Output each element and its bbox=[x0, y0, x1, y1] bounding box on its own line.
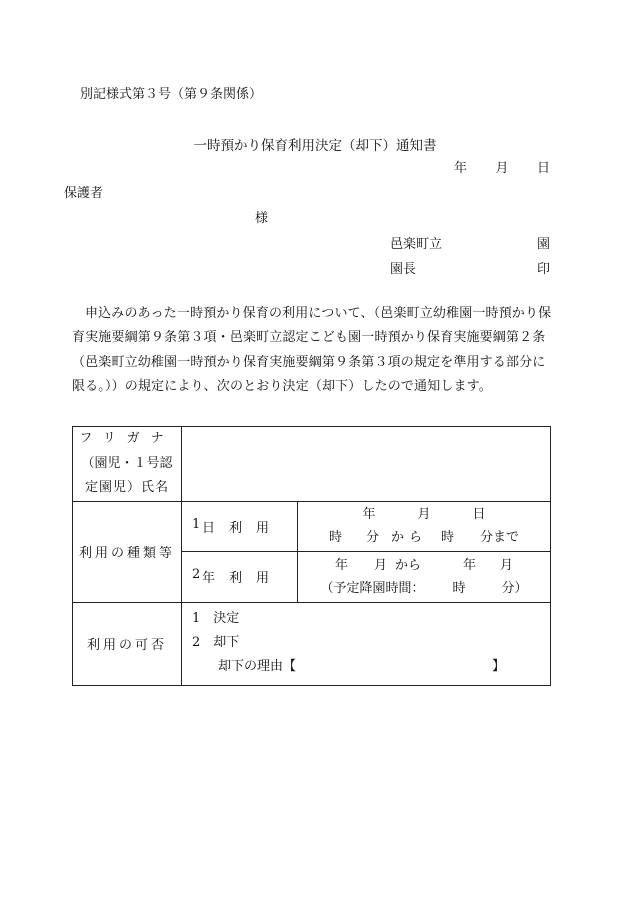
rejection-reason-label: 却下の理由【 bbox=[218, 658, 297, 674]
notice-paragraph: 申込みのあった一時預かり保育の利用について、（邑楽町立幼稚園一時預かり保育実施要綱第９条第３項・邑楽町立認定こども園一時預かり保育実施要綱第２条（邑楽町立幼稚園一時預かり保育実施要綱第９条第３項の規定を準用する部分に限る。））の規定により、次のとおり決定（却下）したので通知します。 bbox=[72, 306, 552, 394]
monthly-end-month: 月 bbox=[500, 557, 514, 573]
issue-date bbox=[454, 157, 550, 176]
monthly-usage-detail[interactable] bbox=[298, 551, 551, 602]
daily-usage-detail[interactable] bbox=[298, 501, 551, 551]
child-name-label bbox=[73, 427, 182, 502]
monthly-start-month: 月 bbox=[373, 557, 387, 573]
daily-number: 1 bbox=[192, 516, 201, 532]
school-suffix: 園 bbox=[536, 237, 550, 252]
issuer-principal bbox=[390, 258, 550, 277]
pickup-minute: 分） bbox=[501, 580, 528, 596]
usage-type-label: 利用の種類等 bbox=[73, 501, 182, 602]
monthly-end-year: 年 bbox=[463, 557, 477, 573]
notice-form-table bbox=[72, 426, 551, 686]
principal-label: 園長 bbox=[390, 262, 417, 277]
approval-row bbox=[73, 602, 551, 685]
daily-month: 月 bbox=[417, 507, 431, 522]
approval-label: 利用の可否 bbox=[73, 602, 182, 685]
monthly-number: 2 bbox=[192, 567, 201, 582]
daily-label: 日利用 bbox=[201, 520, 283, 536]
daily-year: 年 bbox=[362, 507, 376, 522]
child-category-label: （園児・１号認 bbox=[81, 455, 173, 471]
child-name-field[interactable] bbox=[182, 427, 551, 502]
monthly-label: 年利用 bbox=[201, 571, 283, 586]
guardian-label: 保護者 bbox=[64, 186, 104, 201]
date-month-label: 月 bbox=[495, 161, 509, 176]
honorific-label: 様 bbox=[255, 211, 269, 226]
daily-usage-option bbox=[182, 501, 298, 551]
daily-start-hour: 時 bbox=[328, 530, 342, 545]
daily-from: から bbox=[390, 530, 427, 545]
rejection-reason-close: 】 bbox=[492, 658, 506, 674]
daily-start-minute: 分 bbox=[365, 530, 379, 545]
monthly-start-year: 年 bbox=[334, 557, 348, 573]
rejection-reason[interactable] bbox=[192, 655, 550, 679]
monthly-from: から bbox=[394, 557, 421, 573]
pickup-time-label: （予定降園時間： bbox=[320, 580, 425, 596]
option-rejected[interactable]: 2 却下 bbox=[192, 634, 240, 650]
daily-end-hour: 時 bbox=[441, 530, 455, 545]
daily-day: 日 bbox=[472, 507, 486, 522]
seal-mark: 印 bbox=[536, 262, 550, 277]
issuer-school bbox=[390, 233, 550, 252]
document-title: 一時預かり保育利用決定（却下）通知書 bbox=[193, 138, 437, 154]
form-reference: 別記様式第３号（第９条関係） bbox=[80, 87, 263, 102]
child-name-suffix: 定園児）氏名 bbox=[84, 480, 169, 495]
child-name-row bbox=[73, 427, 551, 502]
town-label: 邑楽町立 bbox=[390, 237, 443, 252]
daily-usage-row bbox=[73, 501, 551, 551]
furigana-label: フリガナ bbox=[79, 431, 175, 446]
date-year-label: 年 bbox=[454, 161, 468, 176]
pickup-hour: 時 bbox=[452, 580, 466, 596]
approval-options bbox=[182, 602, 551, 685]
option-approved[interactable]: 1 決定 bbox=[192, 610, 240, 626]
daily-end-minute: 分まで bbox=[480, 530, 520, 545]
monthly-usage-option bbox=[182, 551, 298, 602]
date-day-label: 日 bbox=[536, 161, 550, 176]
